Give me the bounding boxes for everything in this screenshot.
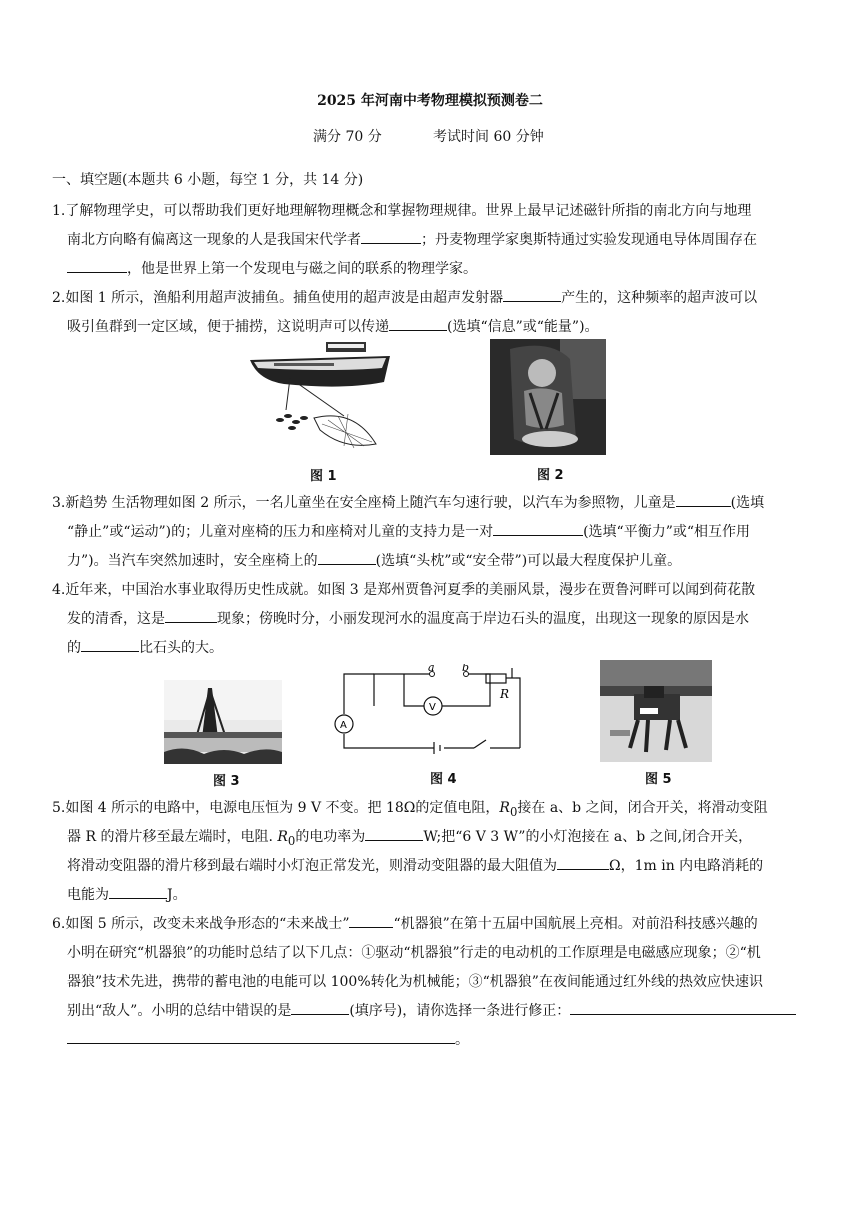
q6-text-c: 别出“敌人”。小明的总结中错误的是 xyxy=(67,1003,292,1019)
voltmeter-label: V xyxy=(429,702,436,713)
q4-text-d: 比石头的大。 xyxy=(139,640,223,656)
q1-blank-2[interactable] xyxy=(67,258,127,273)
figure-5-caption: 图 5 xyxy=(645,772,672,787)
q5-text-g: Ω，1m in 内电路消耗的 xyxy=(609,858,764,874)
exam-time: 考试时间 60 分钟 xyxy=(433,129,544,145)
q5-text-i: J。 xyxy=(167,887,187,903)
q5-text-d: 的电功率为 xyxy=(295,829,366,845)
q6-line4 xyxy=(67,1000,796,1020)
q2-text-b: 产生的，这种频率的超声波可以 xyxy=(561,290,758,306)
q2-blank-2[interactable] xyxy=(389,316,447,331)
q6-line1 xyxy=(52,913,758,933)
q4-text-c: 的 xyxy=(67,640,81,656)
q6-text-e: 。 xyxy=(455,1032,469,1048)
q3-text-e: 力”)。当汽车突然加速时，安全座椅上的 xyxy=(67,553,318,569)
q1-line1: 1.了解物理学史，可以帮助我们更好地理解物理概念和掌握物理规律。世界上最早记述磁针所指的南北方向与地理 xyxy=(52,203,752,219)
q3-text-b: (选填 xyxy=(730,495,765,511)
q3-blank-3[interactable] xyxy=(318,550,376,565)
q6-line3: 器狼”技术先进，携带的蓄电池的电能可以 100%转化为机械能；③“机器狼”在夜间能通过红外线的热效应快速识 xyxy=(67,974,763,990)
figure-5-robot-dog-photo xyxy=(600,660,712,762)
q3-text-c: “静止”或“运动”)的；儿童对座椅的压力和座椅对儿童的支持力是一对 xyxy=(67,524,494,540)
q1-text-c: ，他是世界上第一个发现电与磁之间的联系的物理学家。 xyxy=(127,261,477,277)
figure-1-caption: 图 1 xyxy=(310,469,337,484)
q4-line3 xyxy=(67,637,223,657)
q5-text-h: 电能为 xyxy=(67,887,109,903)
circuit-label-r: R xyxy=(500,687,510,701)
q5-line3 xyxy=(67,855,763,875)
q6-dash-line xyxy=(349,913,393,928)
q5-text-f: 将滑动变阻器的滑片移到最右端时小灯泡正常发光，则滑动变阻器的最大阻值为 xyxy=(67,858,557,874)
figure-3-river-photo xyxy=(164,680,282,764)
q5-symbol-r0: R xyxy=(499,800,510,816)
q5-text-c: 器 R 的滑片移至最左端时，电阻. xyxy=(67,829,278,845)
q3-line3 xyxy=(67,550,681,570)
section-heading: 一、填空题(本题共 6 小题，每空 1 分，共 14 分) xyxy=(52,172,364,188)
circuit-label-a: a xyxy=(428,664,435,674)
q4-text-b: 现象；傍晚时分，小丽发现河水的温度高于岸边石头的温度，出现这一现象的原因是水 xyxy=(217,611,749,627)
q3-text-d: (选填“平衡力”或“相互作用 xyxy=(583,524,751,540)
q5-blank-2[interactable] xyxy=(557,855,609,870)
q5-symbol-r0-2-sub: 0 xyxy=(287,833,296,848)
q5-symbol-r0-sub: 0 xyxy=(509,804,518,819)
q5-symbol-r0-2: R xyxy=(277,829,288,845)
q6-blank-3[interactable] xyxy=(67,1029,455,1044)
q4-blank-2[interactable] xyxy=(81,637,139,652)
q3-text-f: (选填“头枕”或“安全带”)可以最大程度保护儿童。 xyxy=(375,553,682,569)
q2-text-c: 吸引鱼群到一定区域，便于捕捞，这说明声可以传递 xyxy=(67,319,389,335)
q6-blank-1[interactable] xyxy=(291,1000,349,1015)
q2-text-d: (选填“信息”或“能量”)。 xyxy=(447,319,599,335)
q2-line1 xyxy=(52,287,757,307)
circuit-label-b: b xyxy=(462,664,470,674)
q4-text-a: 发的清香，这是 xyxy=(67,611,165,627)
figure-2-caption: 图 2 xyxy=(537,468,564,483)
q4-line2 xyxy=(67,608,749,628)
q5-blank-1[interactable] xyxy=(365,826,423,841)
figure-4-circuit xyxy=(330,664,530,764)
ammeter-label: A xyxy=(340,720,347,731)
q3-blank-1[interactable] xyxy=(676,492,731,507)
q5-text-e: W;把“6 V 3 W”的小灯泡接在 a、b 之间,闭合开关， xyxy=(423,829,753,845)
q1-text-a: 南北方向略有偏离这一现象的人是我国宋代学者 xyxy=(67,232,361,248)
figure-2-car-seat-photo xyxy=(490,339,606,455)
exam-title: 2025 年河南中考物理模拟预测卷二 xyxy=(317,93,543,109)
q5-blank-3[interactable] xyxy=(109,884,167,899)
q5-text-b: 接在 a、b 之间，闭合开关，将滑动变阻 xyxy=(517,800,768,816)
q6-line2: 小明在研究“机器狼”的功能时总结了以下几点：①驱动“机器狼”行走的电动机的工作原理是电磁感应现象；②“机 xyxy=(67,945,761,961)
q4-blank-1[interactable] xyxy=(165,608,217,623)
q2-blank-1[interactable] xyxy=(503,287,561,302)
q1-blank-1[interactable] xyxy=(361,229,421,244)
q5-text-a: 5.如图 4 所示的电路中，电源电压恒为 9 V 不变。把 18Ω的定值电阻， xyxy=(52,800,500,816)
q2-line2 xyxy=(67,316,599,336)
q6-text-a: 6.如图 5 所示，改变未来战争形态的“未来战士” xyxy=(52,916,350,932)
q3-line1 xyxy=(52,492,764,512)
q4-line1: 4.近年来，中国治水事业取得历史性成就。如图 3 是郑州贾鲁河夏季的美丽风景，漫步在贾鲁河畔可以闻到荷花散 xyxy=(52,582,756,598)
q5-line1 xyxy=(52,797,768,819)
full-score: 满分 70 分 xyxy=(313,129,382,145)
figure-3-caption: 图 3 xyxy=(213,774,240,789)
q3-text-a: 3.新趋势 生活物理如图 2 所示，一名儿童坐在安全座椅上随汽车匀速行驶，以汽车为参照物，儿童是 xyxy=(52,495,676,511)
q6-line5 xyxy=(67,1029,469,1049)
q6-blank-2[interactable] xyxy=(570,1000,796,1015)
q5-line4 xyxy=(67,884,187,904)
figure-4-caption: 图 4 xyxy=(430,772,457,787)
q1-text-b: ；丹麦物理学家奥斯特通过实验发现通电导体周围存在 xyxy=(421,232,757,248)
q3-line2 xyxy=(67,521,750,541)
q6-text-b: “机器狼”在第十五届中国航展上亮相。对前沿科技感兴趣的 xyxy=(393,916,758,932)
circuit-rheostat-box xyxy=(486,674,506,683)
q1-line3 xyxy=(67,258,477,278)
q3-blank-2[interactable] xyxy=(493,521,583,536)
q6-text-d: (填序号)，请你选择一条进行修正： xyxy=(349,1003,571,1019)
figure-1-fishing-boat xyxy=(244,338,394,450)
q5-line2 xyxy=(67,826,752,848)
q1-line2 xyxy=(67,229,757,249)
q2-text-a: 2.如图 1 所示，渔船利用超声波捕鱼。捕鱼使用的超声波是由超声发射器 xyxy=(52,290,504,306)
